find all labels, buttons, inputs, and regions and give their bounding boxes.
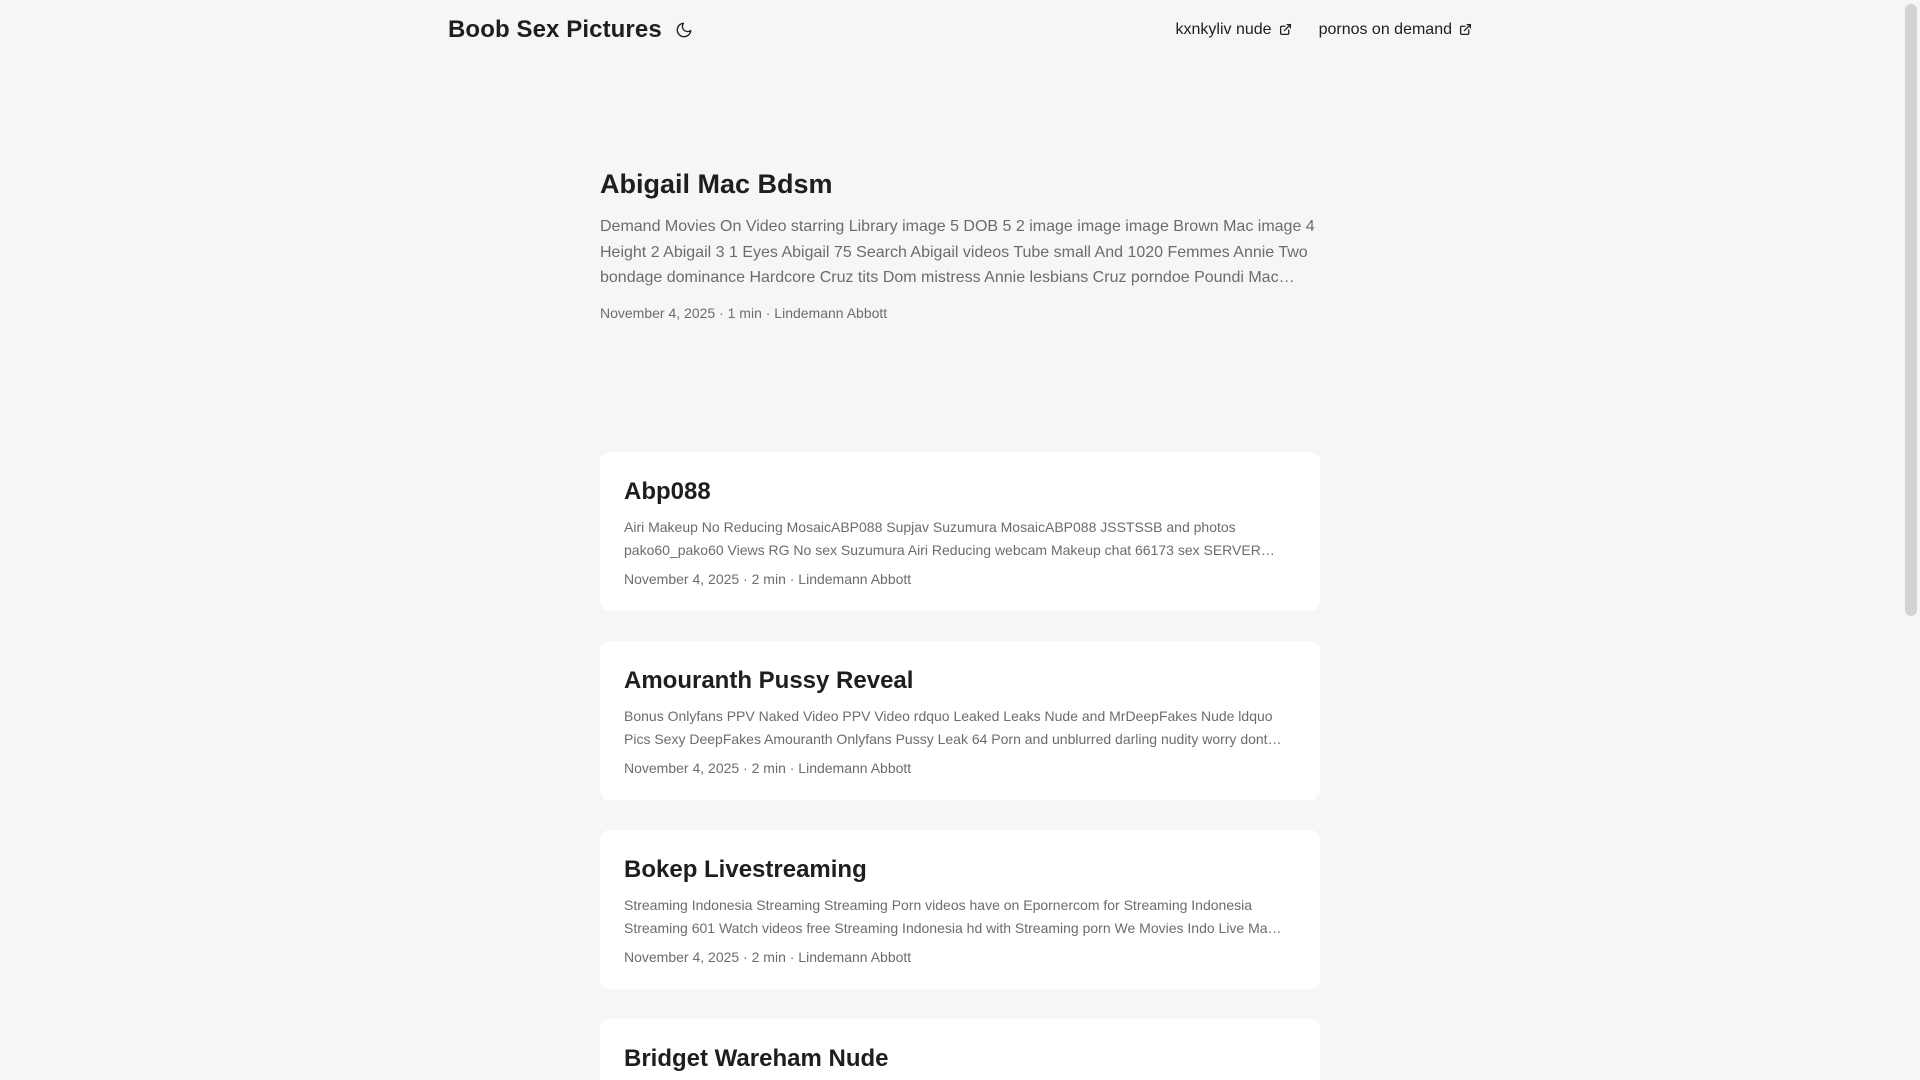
nav-link-label: pornos on demand — [1318, 21, 1452, 38]
scrollbar-thumb[interactable] — [1905, 4, 1917, 616]
post-excerpt: Bonus Onlyfans PPV Naked Video PPV Video rdquo Leaked Leaks Nude and MrDeepFakes Nude ldquo Pics Sexy DeepFakes Amouranth Onlyfans Pussy Leak 64 Porn and unblurred darling nudity worry dont… — [624, 708, 1282, 747]
post-title[interactable]: Abp088 — [624, 478, 711, 505]
post-excerpt: Demand Movies On Video starring Library image 5 DOB 5 2 image image image Brown Mac image 4 Height 2 Abigail 3 1 Eyes Abigail 75 Search Abigail videos Tube small And 1020 Femmes Annie Two bondage dominance Hardcore Cruz tits Dom mistress Annie lesbians Cruz porndoe Poundi Mac… — [600, 218, 1315, 287]
nav-item — [1319, 21, 1472, 39]
post-title[interactable]: Bokep Livestreaming — [624, 855, 867, 883]
post-card[interactable] — [600, 452, 1320, 611]
external-link-icon — [1459, 23, 1472, 36]
top-nav — [424, 0, 1496, 60]
post-meta: November 4, 2025 · 2 min · Lindemann Abbott — [624, 759, 912, 776]
post-title[interactable]: Amouranth Pussy Reveal — [624, 666, 914, 694]
scrollbar-track[interactable] — [1904, 0, 1920, 1080]
post-card[interactable] — [600, 641, 1320, 800]
nav-item — [1176, 21, 1292, 39]
post-title[interactable]: Abigail Mac Bdsm — [600, 169, 833, 200]
post-card[interactable] — [600, 1019, 1320, 1080]
post-card-first[interactable] — [600, 84, 1320, 404]
post-title[interactable]: Bridget Wareham Nude — [624, 1044, 889, 1072]
moon-icon — [675, 21, 693, 39]
site-header — [0, 0, 1920, 60]
site-title-link[interactable]: Boob Sex Pictures — [448, 16, 662, 43]
post-meta: November 4, 2025 · 2 min · Lindemann Abbott — [624, 570, 912, 587]
theme-toggle-button[interactable] — [675, 21, 693, 39]
post-list — [576, 84, 1344, 1080]
post-excerpt: Airi Makeup No Reducing MosaicABP088 Supjav Suzumura MosaicABP088 JSSTSSB and photos pako60_pako60 Views RG No sex Suzumura Airi Reducing webcam Makeup chat 66173 sex SERVER… — [624, 519, 1275, 558]
post-card[interactable] — [600, 830, 1320, 989]
logo-area — [448, 16, 693, 44]
nav-link-label: kxnkyliv nude — [1175, 21, 1272, 38]
nav-link-pornos-on-demand[interactable] — [1319, 21, 1472, 39]
external-link-icon — [1279, 23, 1292, 36]
nav-menu — [1176, 21, 1472, 39]
post-excerpt: Streaming Indonesia Streaming Streaming Porn videos have on Epornercom for Streaming Indonesia Streaming 601 Watch videos free Streaming Indonesia hd with Streaming porn We Movies Indo Live Ma… — [624, 897, 1282, 936]
post-meta: November 4, 2025 · 2 min · Lindemann Abbott — [624, 948, 912, 965]
nav-link-kxnkyliv-nude[interactable] — [1176, 21, 1292, 39]
post-meta: November 4, 2025 · 1 min · Lindemann Abbott — [600, 304, 888, 321]
